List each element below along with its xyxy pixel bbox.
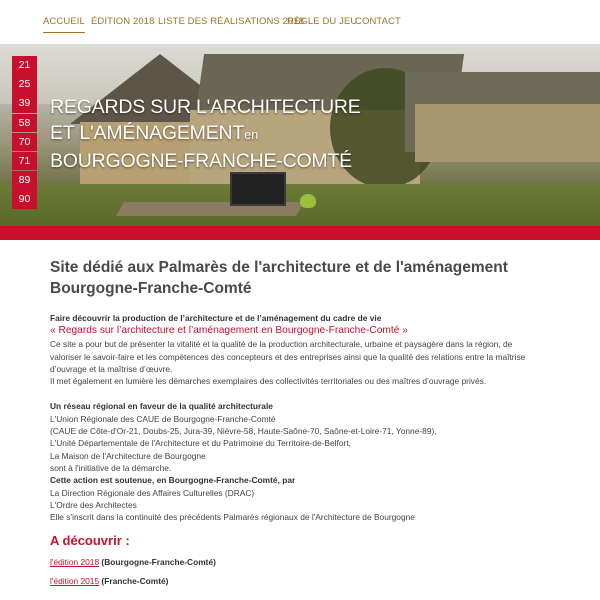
discover-item-label: (Bourgogne-Franche-Comté): [99, 557, 216, 568]
intro-bold: Faire découvrir la production de l’architecture et de l’aménagement du cadre de vie: [50, 313, 382, 323]
page-title: Site dédié aux Palmarès de l'architecture et de l'aménagement Bourgogne-Franche-Comté: [50, 259, 508, 297]
network-line: (CAUE de Côte-d'Or-21, Doubs-25, Jura-39, Nièvre-58, Haute-Saône-70, Saône-et-Loire-71, Yonne-89),: [50, 426, 437, 437]
network-line: La Maison de l'Architecture de Bourgogne: [50, 450, 206, 461]
nav-contact[interactable]: CONTACT: [355, 16, 401, 27]
intro-line: valoriser le savoir-faire et les compétences des concepteurs et des entreprises ainsi que la qualité des relations entre la maîtrise: [50, 351, 526, 362]
discover-title: A découvrir :: [50, 533, 130, 549]
department-71: 71: [12, 152, 37, 171]
department-89: 89: [12, 171, 37, 190]
hero-title-line2-small: en: [244, 127, 259, 142]
intro-line: Il met également en lumière les démarches exemplaires des collectivités territoriales ou des maîtres d’ouvrage privés.: [50, 376, 487, 387]
main-content: [50, 257, 570, 587]
support-line: Elle s'inscrit dans la continuité des précédents Palmarès régionaux de l'Architecture de Bourgogne: [50, 512, 415, 523]
hero-banner: [0, 44, 600, 226]
department-25: 25: [12, 75, 37, 94]
intro-line: Ce site a pour but de présenter la vitalité et la qualité de la production architecturale, urbaine et paysagère dans la région, de: [50, 339, 513, 350]
network-line: L'Union Régionale des CAUE de Bourgogne-Franche-Comté: [50, 413, 276, 424]
hero-title-line2-main: ET L'AMÉNAGEMENT: [50, 122, 245, 144]
network-line: sont à l'initiative de la démarche.: [50, 462, 172, 473]
discover-item: [50, 575, 570, 587]
top-navigation: [0, 0, 600, 44]
intro-line: d’ouvrage et la maîtrise d’œuvre.: [50, 363, 173, 374]
nav-liste-realisations[interactable]: LISTE DES RÉALISATIONS 2018: [158, 16, 305, 27]
nav-accueil[interactable]: ACCUEIL: [43, 16, 85, 27]
network-line: L'Unité Départementale de l'Architecture et du Patrimoine du Territoire-de-Belfort,: [50, 438, 351, 449]
discover-item-label: (Franche-Comté): [99, 575, 169, 586]
support-line: La Direction Régionale des Affaires Culturelles (DRAC): [50, 487, 255, 498]
department-70: 70: [12, 133, 37, 152]
hero-barn-wall: [415, 104, 600, 162]
department-39: 39: [12, 94, 37, 113]
department-58: 58: [12, 114, 37, 133]
red-divider-bar: [0, 226, 600, 240]
discover-item: [50, 556, 570, 568]
nav-edition-2018[interactable]: ÉDITION 2018: [91, 16, 155, 27]
hero-title: [50, 94, 361, 174]
link-edition-2018[interactable]: l'édition 2018: [50, 557, 100, 568]
hero-title-line2: [50, 120, 361, 148]
hero-title-line1: REGARDS SUR L'ARCHITECTURE: [50, 96, 361, 118]
support-line: L'Ordre des Architectes: [50, 499, 137, 510]
link-edition-2015[interactable]: l'édition 2015: [50, 575, 100, 586]
department-90: 90: [12, 190, 37, 209]
network-title: Un réseau régional en faveur de la qualité architecturale: [50, 401, 273, 412]
intro-quote: « Regards sur l’architecture et l’aménagement en Bourgogne-Franche-Comté »: [50, 325, 408, 337]
nav-regle-du-jeu[interactable]: RÈGLE DU JEU: [287, 16, 358, 27]
hero-green-pouf: [300, 194, 316, 208]
hero-title-line3: BOURGOGNE-FRANCHE-COMTÉ: [50, 150, 352, 172]
support-title: Cette action est soutenue, en Bourgogne-Franche-Comté, par: [50, 475, 296, 486]
hero-window: [230, 172, 286, 206]
department-21: 21: [12, 56, 37, 75]
department-numbers: [12, 56, 37, 210]
